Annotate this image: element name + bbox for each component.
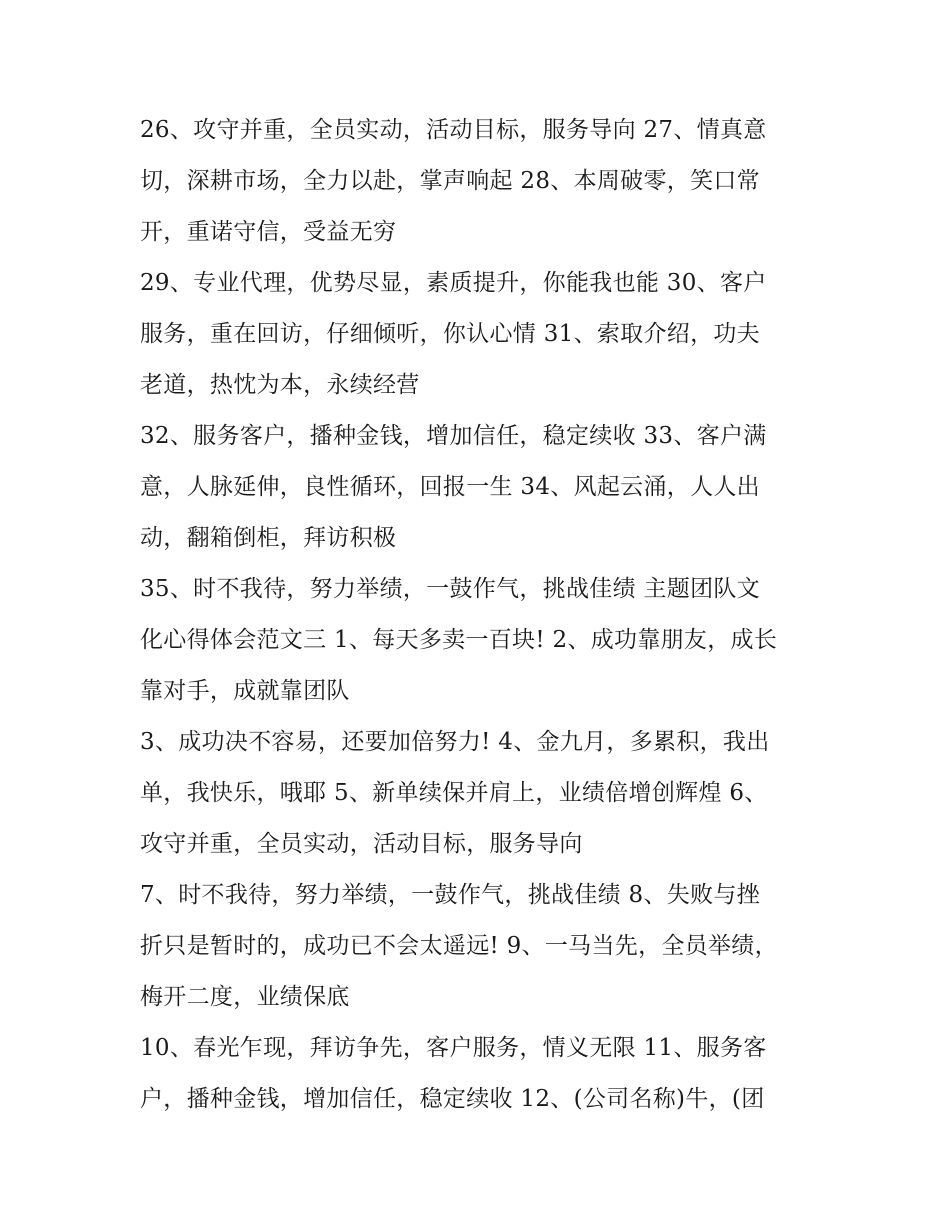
text-line: 10、春光乍现，拜访争先，客户服务，情义无限 11、服务客 — [140, 1035, 767, 1061]
paragraph-7-9 — [140, 870, 810, 1023]
document-body — [140, 105, 810, 1125]
paragraph-32-34 — [140, 411, 810, 564]
paragraph-29-31 — [140, 258, 810, 411]
text-line: 切，深耕市场，全力以赴，掌声响起 28、本周破零，笑口常 — [140, 168, 760, 194]
paragraph-3-6 — [140, 717, 810, 870]
text-line: 7、时不我待，努力举绩，一鼓作气，挑战佳绩 8、失败与挫 — [140, 882, 760, 908]
text-line: 折只是暂时的，成功已不会太遥远! 9、一马当先，全员举绩， — [140, 933, 778, 959]
text-line: 梅开二度，业绩保底 — [140, 984, 350, 1010]
text-line: 开，重诺守信，受益无穷 — [140, 219, 397, 245]
text-line: 户，播种金钱，增加信任，稳定续收 12、(公司名称)牛，(团 — [140, 1086, 765, 1112]
text-line: 3、成功决不容易，还要加倍努力! 4、金九月，多累积，我出 — [140, 729, 770, 755]
text-line: 35、时不我待，努力举绩，一鼓作气，挑战佳绩 主题团队文 — [140, 576, 760, 602]
text-line: 29、专业代理，优势尽显，素质提升，你能我也能 30、客户 — [140, 270, 767, 296]
paragraph-26-28 — [140, 105, 810, 258]
text-line: 单，我快乐，哦耶 5、新单续保并肩上，业绩倍增创辉煌 6、 — [140, 780, 768, 806]
text-line: 攻守并重，全员实动，活动目标，服务导向 — [140, 831, 583, 857]
paragraph-35-section-three — [140, 564, 810, 717]
text-line: 26、攻守并重，全员实动，活动目标，服务导向 27、情真意 — [140, 117, 767, 143]
text-line: 靠对手，成就靠团队 — [140, 678, 350, 704]
text-line: 服务，重在回访，仔细倾听，你认心情 31、索取介绍，功夫 — [140, 321, 760, 347]
text-line: 动，翻箱倒柜，拜访积极 — [140, 525, 397, 551]
text-line: 化心得体会范文三 1、每天多卖一百块! 2、成功靠朋友，成长 — [140, 627, 778, 653]
paragraph-10-12 — [140, 1023, 810, 1125]
text-line: 32、服务客户，播种金钱，增加信任，稳定续收 33、客户满 — [140, 423, 767, 449]
text-line: 老道，热忱为本，永续经营 — [140, 372, 420, 398]
text-line: 意，人脉延伸，良性循环，回报一生 34、风起云涌，人人出 — [140, 474, 760, 500]
